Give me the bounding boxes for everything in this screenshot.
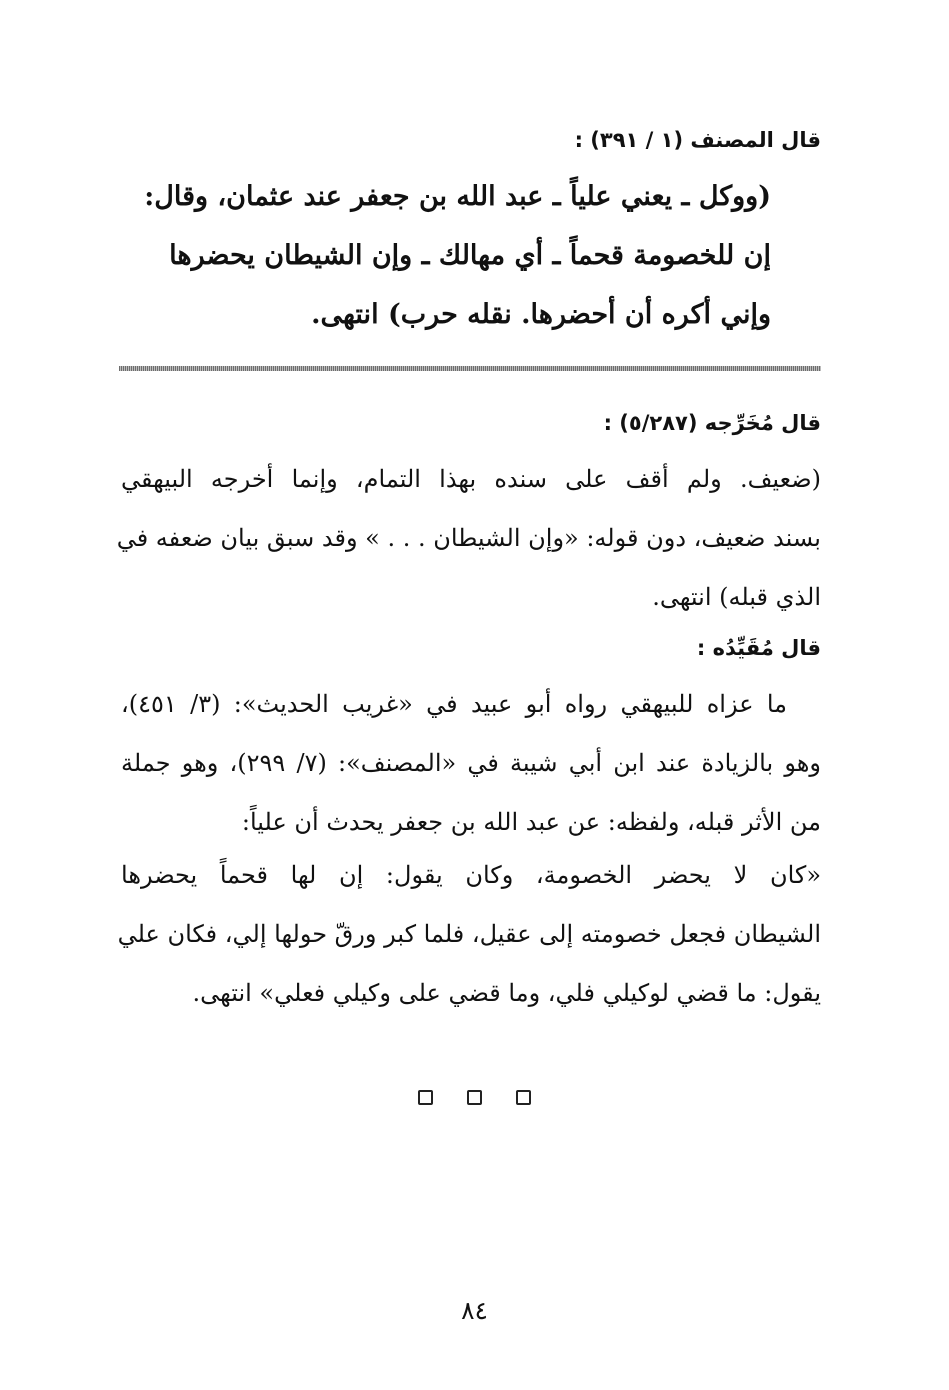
text-line: (ضعيف. ولم أقف على سنده بهذا التمام، وإنما أخرجه البيهقي (121, 465, 821, 493)
square-ornament-icon (516, 1090, 531, 1105)
square-ornament-icon (418, 1090, 433, 1105)
text-line: من الأثر قبله، ولفظه: عن عبد الله بن جعفر يحدث أن علياً: (241, 808, 821, 836)
section-heading-muqayyid: قال مُقَيِّدُه : (696, 636, 821, 660)
section-divider (119, 366, 821, 371)
muqayyid-paragraph-1 (121, 675, 821, 852)
text-line: ما عزاه للبيهقي رواه أبو عبيد في «غريب الحديث»: (٣/ ٤٥١)، (121, 690, 787, 718)
page-number: ٨٤ (461, 1296, 488, 1325)
square-ornament-icon (467, 1090, 482, 1105)
section-end-ornament (0, 1090, 949, 1110)
text-line: وهو بالزيادة عند ابن أبي شيبة في «المصنف»: (٧/ ٢٩٩)، وهو جملة (121, 749, 821, 777)
text-line: الذي قبله) انتهى. (652, 583, 821, 611)
takhrij-paragraph (116, 450, 821, 627)
section-heading-takhrij: قال مُخَرِّجه (٥/٢٨٧) : (603, 411, 821, 435)
text-line: وإني أكره أن أحضرها. نقله حرب) انتهى. (311, 299, 771, 330)
text-line: إن للخصومة قحماً ـ أي مهالك ـ وإن الشيطان يحضرها (169, 240, 771, 271)
text-line: يقول: ما قضي لوكيلي فلي، وما قضي على وكيلي فعلي» انتهى. (192, 979, 821, 1007)
quoted-text-author (144, 167, 771, 344)
text-line: بسند ضعيف، دون قوله: «وإن الشيطان . . . » وقد سبق بيان ضعفه في (116, 524, 821, 552)
text-line: «كان لا يحضر الخصومة، وكان يقول: إن لها قحماً يحضرها (121, 861, 822, 889)
section-heading-author: قال المصنف (١ / ٣٩١) : (574, 128, 821, 152)
text-line: الشيطان فجعل خصومته إلى عقيل، فلما كبر ورقّ حولها إلي، فكان علي (117, 920, 821, 948)
text-line: (ووكل ـ يعني علياً ـ عبد الله بن جعفر عند عثمان، وقال: (144, 181, 771, 212)
muqayyid-paragraph-2 (117, 846, 822, 1023)
